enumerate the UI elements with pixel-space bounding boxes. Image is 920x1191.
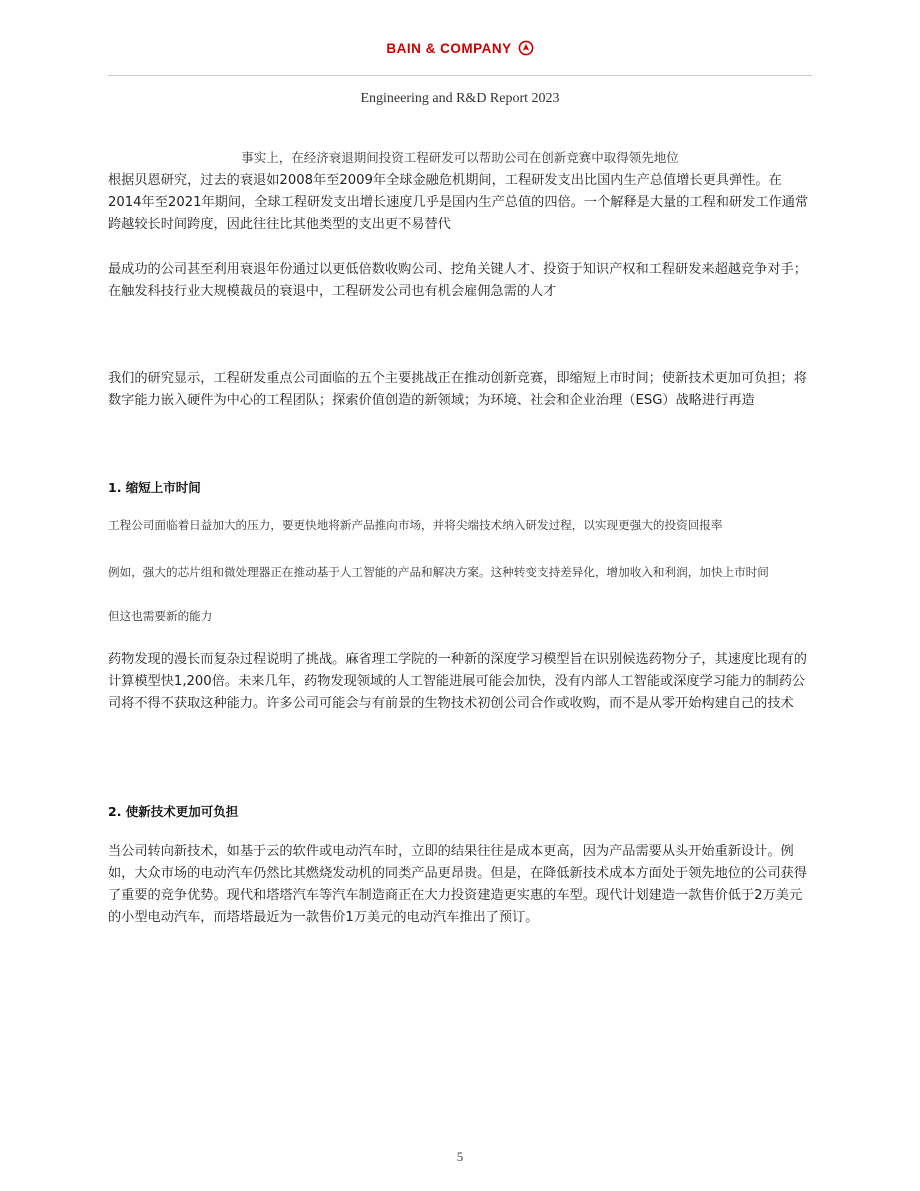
paragraph-recession-resilience: 根据贝恩研究，过去的衰退如2008年至2009年全球金融危机期间，工程研发支出比国内生产总值增长更具弹性。在2014年至2021年期间，全球工程研发支出增长速度几乎是国内生产总值的四倍。一个解释是大量的工程和研发工作通常跨越较长时间跨度，因此往往比其他类型的支出更不易替代 (108, 173, 809, 232)
paragraph-five-challenges: 我们的研究显示，工程研发重点公司面临的五个主要挑战正在推动创新竞赛，即缩短上市时间；使新技术更加可负担；将数字能力嵌入硬件为中心的工程团队；探索价值创造的新领域；为环境、社会和企业治理（ESG）战略进行再造 (108, 371, 807, 408)
note-chipsets-example: 例如，强大的芯片组和微处理器正在推动基于人工智能的产品和解决方案。这种转变支持差异化，增加收入和利润，加快上市时间 (108, 565, 769, 579)
note-new-capabilities: 但这也需要新的能力 (108, 609, 213, 623)
header-divider (108, 75, 812, 76)
circle-arrow-icon (518, 40, 534, 56)
paragraph-affordable-ev: 当公司转向新技术，如基于云的软件或电动汽车时，立即的结果往往是成本更高，因为产品需要从头开始重新设计。例如，大众市场的电动汽车仍然比其燃烧发动机的同类产品更昂贵。但是，在降低新技术成本方面处于领先地位的公司获得了重要的竞争优势。现代和塔塔汽车等汽车制造商正在大力投资建造更实惠的车型。现代计划建造一款售价低于2万美元的小型电动汽车，而塔塔最近为一款售价1万美元的电动汽车推出了预订。 (108, 844, 807, 925)
note-investment-pressure: 工程公司面临着日益加大的压力，要更快地将新产品推向市场，并将尖端技术纳入研发过程，以实现更强大的投资回报率 (108, 518, 723, 532)
report-title: Engineering and R&D Report 2023 (360, 91, 560, 106)
section-heading-time-to-market: 1. 缩短上市时间 (108, 480, 201, 495)
brand-name: BAIN & COMPANY (386, 40, 512, 56)
section-heading-affordable-tech: 2. 使新技术更加可负担 (108, 804, 239, 819)
paragraph-drug-discovery: 药物发现的漫长而复杂过程说明了挑战。麻省理工学院的一种新的深度学习模型旨在识别候选药物分子，其速度比现有的计算模型快1,200倍。未来几年，药物发现领域的人工智能进展可能会加快，没有内部人工智能或深度学习能力的制药公司将不得不获取这种能力。许多公司可能会与有前景的生物技术初创公司合作或收购，而不是从零开始构建自己的技术 (108, 652, 807, 711)
brand-header (0, 40, 920, 56)
page-number: 5 (456, 1149, 464, 1164)
page-subtitle: 事实上，在经济衰退期间投资工程研发可以帮助公司在创新竞赛中取得领先地位 (241, 150, 679, 165)
paragraph-successful-companies: 最成功的公司甚至利用衰退年份通过以更低倍数收购公司、挖角关键人才、投资于知识产权和工程研发来超越竞争对手；在触发科技行业大规模裁员的衰退中，工程研发公司也有机会雇佣急需的人才 (108, 262, 807, 299)
